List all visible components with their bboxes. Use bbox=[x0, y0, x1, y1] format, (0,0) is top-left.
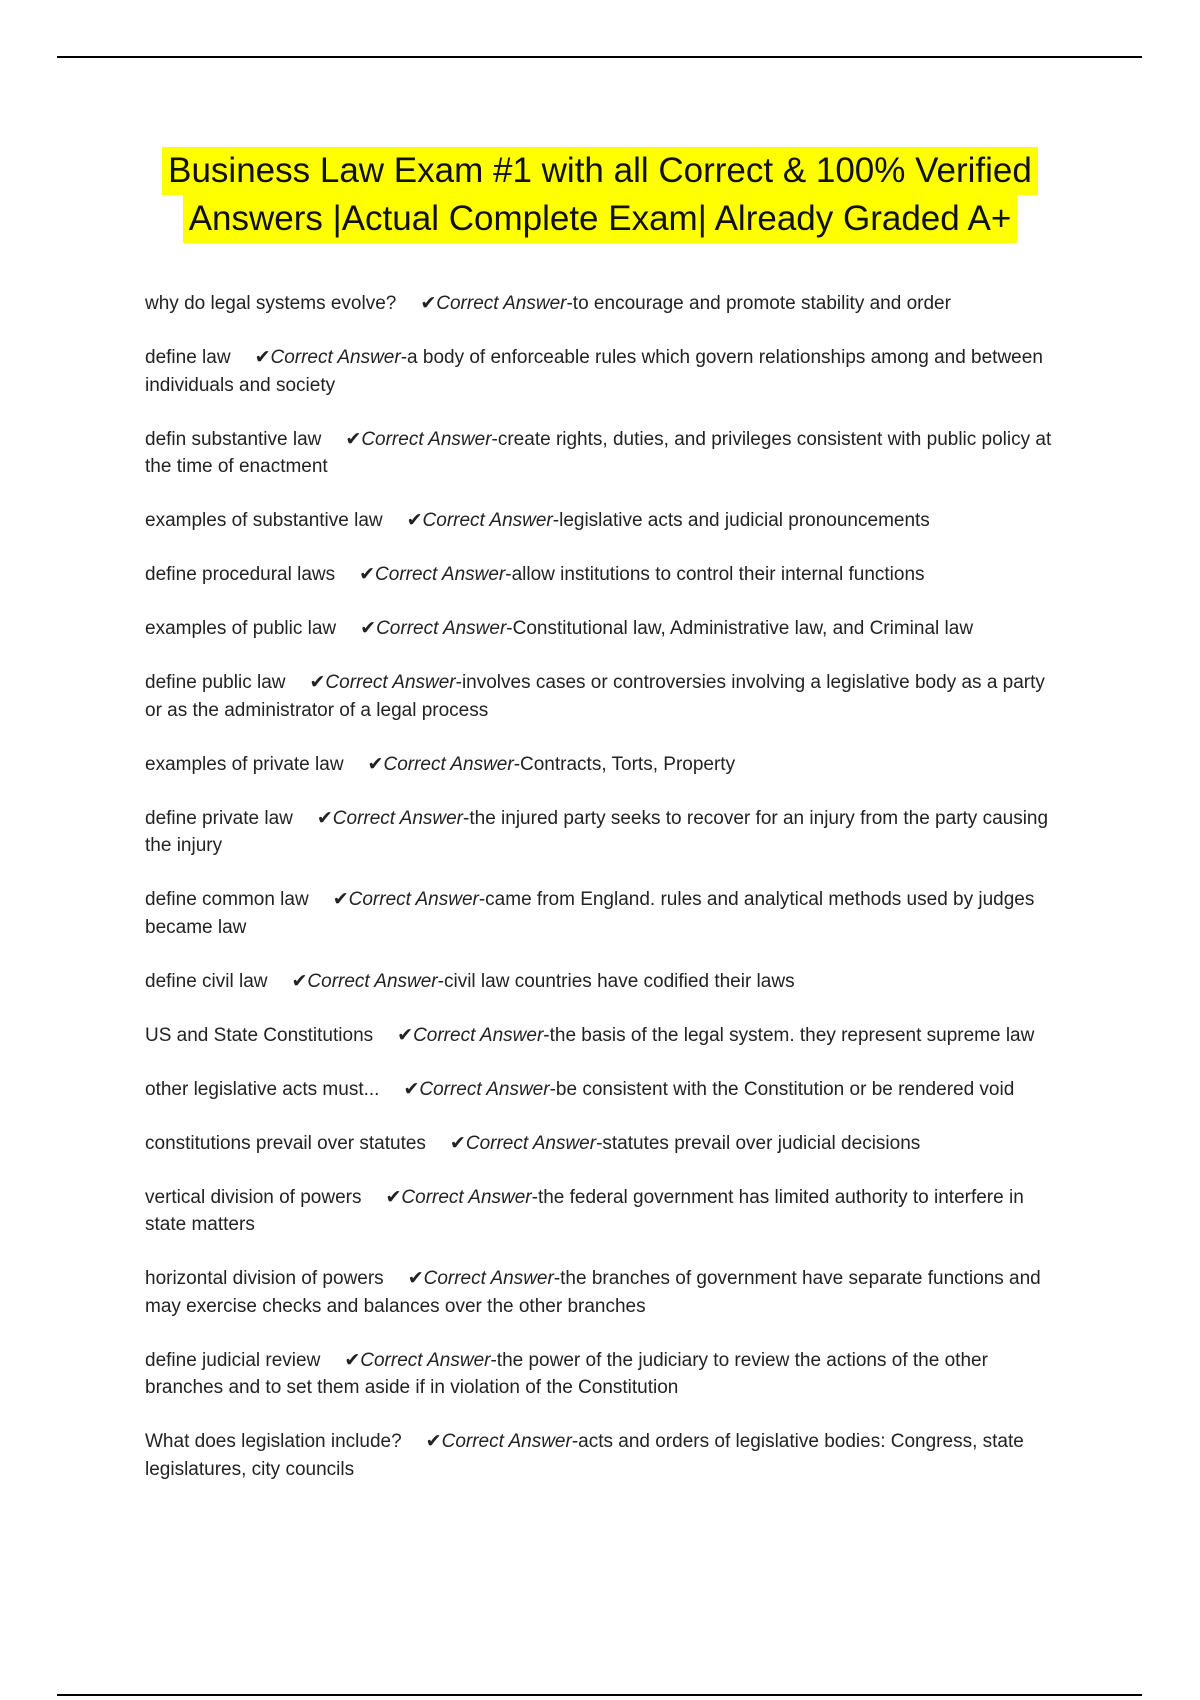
answer-label: Correct Answer bbox=[307, 970, 438, 992]
answer-label: Correct Answer bbox=[423, 1268, 554, 1289]
title-line-1: Business Law Exam #1 with all Correct & 100% Verified bbox=[162, 147, 1038, 195]
answer-label: Correct Answer bbox=[441, 1431, 572, 1452]
check-mark-icon: ✔ bbox=[406, 510, 423, 531]
check-mark-icon: ✔ bbox=[345, 428, 362, 450]
qa-item bbox=[145, 1347, 1060, 1402]
question-text: define procedural laws bbox=[145, 564, 336, 585]
answer-label: Correct Answer bbox=[348, 889, 479, 910]
top-rule bbox=[57, 56, 1142, 58]
qa-item bbox=[145, 561, 1060, 589]
question-text: define public law bbox=[145, 672, 286, 693]
answer-label: Correct Answer bbox=[422, 510, 553, 531]
answer-text: -to encourage and promote stability and order bbox=[566, 293, 951, 314]
check-mark-icon: ✔ bbox=[385, 1186, 402, 1208]
answer-text: -create rights, duties, and privileges consistent with public policy at the time of enactment bbox=[145, 428, 1052, 477]
check-mark-icon: ✔ bbox=[291, 970, 308, 992]
answer-label: Correct Answer bbox=[270, 347, 401, 368]
qa-item bbox=[145, 805, 1060, 860]
answer-text: -be consistent with the Constitution or be rendered void bbox=[549, 1078, 1015, 1100]
answer-text: -came from England. rules and analytical methods used by judges became law bbox=[145, 889, 1035, 938]
answer-label: Correct Answer bbox=[413, 1024, 544, 1046]
answer-text: -involves cases or controversies involving a legislative body as a party or as the administrator of a legal process bbox=[145, 672, 1045, 721]
qa-item bbox=[145, 1130, 1060, 1158]
answer-label: Correct Answer bbox=[401, 1186, 532, 1208]
answer-text: -allow institutions to control their internal functions bbox=[505, 564, 925, 585]
check-mark-icon: ✔ bbox=[403, 1078, 420, 1100]
answer-text: -the power of the judiciary to review the actions of the other branches and to set them aside if in violation of the Constitution bbox=[145, 1349, 988, 1398]
check-mark-icon: ✔ bbox=[367, 753, 384, 775]
qa-item bbox=[145, 1184, 1060, 1239]
check-mark-icon: ✔ bbox=[449, 1132, 466, 1154]
answer-label: Correct Answer bbox=[375, 564, 506, 585]
qa-list bbox=[145, 290, 1060, 1510]
check-mark-icon: ✔ bbox=[309, 672, 326, 693]
check-mark-icon: ✔ bbox=[397, 1024, 414, 1046]
question-text: horizontal division of powers bbox=[145, 1268, 384, 1289]
check-mark-icon: ✔ bbox=[254, 347, 271, 368]
qa-item bbox=[145, 1076, 1060, 1104]
check-mark-icon: ✔ bbox=[359, 564, 376, 585]
answer-text: -a body of enforceable rules which govern relationships among and between individuals and society bbox=[145, 347, 1043, 396]
qa-item bbox=[145, 751, 1060, 779]
check-mark-icon: ✔ bbox=[425, 1431, 442, 1452]
check-mark-icon: ✔ bbox=[344, 1349, 361, 1371]
answer-label: Correct Answer bbox=[465, 1132, 597, 1154]
qa-item bbox=[145, 344, 1060, 399]
question-text: defin substantive law bbox=[145, 428, 322, 450]
title-line-2: Answers |Actual Complete Exam| Already Graded A+ bbox=[183, 195, 1018, 243]
question-text: define civil law bbox=[145, 970, 268, 992]
question-text: define private law bbox=[145, 807, 293, 829]
qa-item bbox=[145, 290, 1060, 318]
check-mark-icon: ✔ bbox=[420, 293, 437, 314]
check-mark-icon: ✔ bbox=[316, 807, 333, 829]
answer-label: Correct Answer bbox=[360, 1349, 491, 1371]
answer-text: -acts and orders of legislative bodies: Congress, state legislatures, city councils bbox=[145, 1431, 1024, 1480]
question-text: other legislative acts must... bbox=[145, 1078, 380, 1100]
question-text: define common law bbox=[145, 889, 309, 910]
qa-item bbox=[145, 669, 1060, 724]
answer-text: -the branches of government have separate functions and may exercise checks and balances over the other branches bbox=[145, 1268, 1041, 1317]
answer-label: Correct Answer bbox=[436, 293, 567, 314]
answer-label: Correct Answer bbox=[361, 428, 492, 450]
answer-text: -civil law countries have codified their laws bbox=[437, 970, 795, 992]
qa-item bbox=[145, 1428, 1060, 1483]
question-text: examples of public law bbox=[145, 618, 337, 639]
answer-text: -Constitutional law, Administrative law, and Criminal law bbox=[506, 618, 974, 639]
check-mark-icon: ✔ bbox=[360, 618, 377, 639]
question-text: define law bbox=[145, 347, 231, 368]
bottom-rule bbox=[57, 1694, 1142, 1696]
answer-label: Correct Answer bbox=[383, 753, 514, 775]
answer-label: Correct Answer bbox=[332, 807, 464, 829]
answer-label: Correct Answer bbox=[376, 618, 507, 639]
question-text: examples of private law bbox=[145, 753, 344, 775]
check-mark-icon: ✔ bbox=[332, 889, 349, 910]
answer-text: -the injured party seeks to recover for an injury from the party causing the injury bbox=[145, 807, 1049, 856]
document-title bbox=[80, 147, 1120, 243]
answer-text: -statutes prevail over judicial decisions bbox=[596, 1132, 921, 1154]
answer-label: Correct Answer bbox=[325, 672, 456, 693]
question-text: constitutions prevail over statutes bbox=[145, 1132, 426, 1154]
qa-item bbox=[145, 1022, 1060, 1050]
answer-label: Correct Answer bbox=[419, 1078, 550, 1100]
answer-text: -legislative acts and judicial pronouncements bbox=[552, 510, 930, 531]
answer-text: -the federal government has limited authority to interfere in state matters bbox=[145, 1186, 1024, 1235]
qa-item bbox=[145, 1265, 1060, 1320]
answer-text: -Contracts, Torts, Property bbox=[513, 753, 736, 775]
question-text: What does legislation include? bbox=[145, 1431, 402, 1452]
question-text: define judicial review bbox=[145, 1349, 321, 1371]
qa-item bbox=[145, 507, 1060, 535]
check-mark-icon: ✔ bbox=[407, 1268, 424, 1289]
answer-text: -the basis of the legal system. they represent supreme law bbox=[543, 1024, 1035, 1046]
question-text: vertical division of powers bbox=[145, 1186, 362, 1208]
qa-item bbox=[145, 615, 1060, 643]
qa-item bbox=[145, 968, 1060, 996]
question-text: US and State Constitutions bbox=[145, 1024, 374, 1046]
qa-item bbox=[145, 426, 1060, 481]
question-text: why do legal systems evolve? bbox=[145, 293, 397, 314]
qa-item bbox=[145, 886, 1060, 941]
question-text: examples of substantive law bbox=[145, 510, 383, 531]
